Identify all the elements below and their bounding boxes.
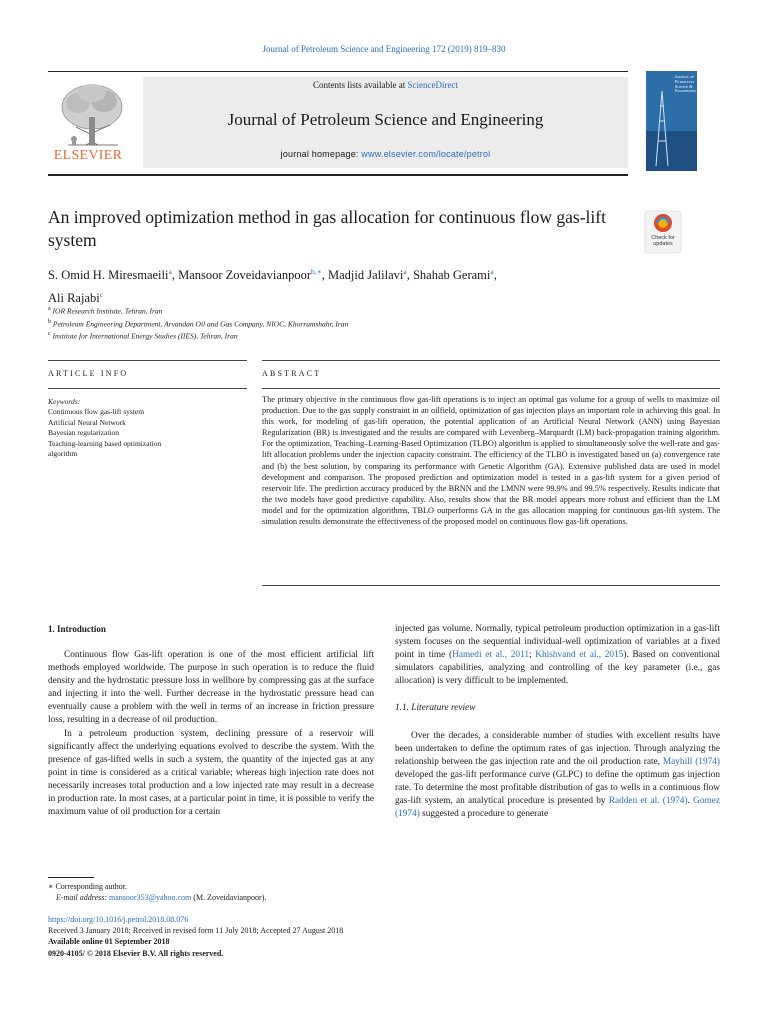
author-affiliation-mark[interactable]: a bbox=[403, 267, 407, 276]
footnote bbox=[48, 881, 266, 903]
author-name[interactable]: Ali Rajabi bbox=[48, 291, 100, 306]
reference-link[interactable]: Radden et al. (1974) bbox=[608, 796, 688, 807]
available-online: Available online 01 September 2018 bbox=[48, 937, 170, 947]
author-name[interactable]: S. Omid H. Miresmaeili bbox=[48, 268, 169, 283]
author-list: S. Omid H. Miresmaeili$^a$, Mansoor Zoveidavianpoor$^{b,∗}$, Madjid Jalilavi$^a$, Shahab Gerami$^a$, Ali Rajabi$^c$ bbox=[48, 267, 497, 306]
received-dates: Received 3 January 2018; Received in revised form 11 July 2018; Accepted 27 August 2018 bbox=[48, 926, 344, 936]
journal-banner bbox=[143, 77, 628, 168]
journal-citation[interactable]: Journal of Petroleum Science and Engineering 172 (2019) 819–830 bbox=[262, 44, 506, 54]
keywords-list bbox=[48, 407, 218, 460]
journal-title: Journal of Petroleum Science and Engineering bbox=[227, 110, 544, 129]
keyword-item: Bayesian regularization bbox=[48, 428, 120, 437]
author-name[interactable]: Mansoor Zoveidavianpoor bbox=[178, 268, 312, 283]
info-rule-bottom bbox=[48, 388, 247, 389]
keyword-item: Artificial Neural Network bbox=[48, 417, 126, 427]
check-for-updates-icon[interactable] bbox=[643, 210, 683, 254]
check-for-updates-label[interactable]: Check for updates bbox=[651, 235, 675, 247]
keywords-label: Keywords: bbox=[48, 397, 81, 406]
body-column-left bbox=[48, 649, 374, 819]
reference-link[interactable]: Mayhill (1974) bbox=[662, 756, 720, 767]
paper-title: An improved optimization method in gas allocation for continuous flow gas-lift system bbox=[48, 207, 606, 250]
reference-link[interactable]: Hamedi et al., 2011 bbox=[452, 650, 529, 661]
keyword-item: Continuous flow gas-lift system bbox=[48, 407, 145, 416]
email-line: E-mail address: mansoor353@yahoo.com (M. Zoveidavianpoor). bbox=[56, 893, 267, 902]
author-affiliation-mark[interactable]: a bbox=[490, 267, 494, 276]
footnote-rule bbox=[48, 877, 94, 878]
article-info-heading: ARTICLE INFO bbox=[48, 369, 129, 378]
cover-title: Journal of Petroleum Science & Engineering bbox=[675, 74, 697, 94]
keyword-item: algorithm bbox=[48, 449, 78, 458]
affiliation-item: $^a$ IOR Research Institute, Tehran, Iran bbox=[48, 306, 163, 316]
elsevier-wordmark: ELSEVIER bbox=[53, 148, 123, 163]
author-affiliation-mark[interactable]: b,∗ bbox=[311, 267, 322, 276]
publication-details bbox=[48, 914, 343, 959]
abstract-text: The primary objective in the continuous flow gas-lift operations is to inject an optimal gas volume for a group of wells to maximize oil production. Due to the gas supply constraint in an oilfield, optimization of gas injection plays an important role in achieving this goal. In this work, for modeling of gas-lift operation, the potential application of an Artificial Neural Network (ANN) using Bayesian Regularization (BR) is investigated and the results are compared with Levenberg–Marquardt (LM) back-propagation training algorithm. For the optimization, Teaching–Learning-Based Optimization (TLBO) algorithm is applied to simultaneously solve the well-rate and gas-lift allocation problems under the injection capacity constraint. The efficiency of the TLBO is investigated based on (a) convergence rate and (b) the best solution, by comparing its performance with Genetic Algorithm (GA). Extensive published data are used in model development and comparison. The proposed prediction and optimization model is tested in a gas-lift system for a given period of reservoir life. The prediction accuracy produced by the BRNN and the LMNN were 99.9% and 99.5% respectively. Results indicate that the two models have good predictive capability. Also, results show that the BR model appears more robust and efficient than the LM model and for the optimization algorithms, TBLO outperforms GA in the gas allocation mapping for continuous gas-lift system. The simulation results demonstrate the effectiveness of the proposed model on continuous flow gas-lift operations. bbox=[262, 395, 720, 527]
header-rule bbox=[48, 71, 628, 72]
body-column-right bbox=[395, 623, 720, 821]
abstract-rule-top bbox=[262, 360, 720, 361]
email-link[interactable]: mansoor353@yahoo.com bbox=[109, 893, 192, 902]
info-rule-top bbox=[48, 360, 247, 361]
keyword-item: Teaching-learning based optimization bbox=[48, 438, 162, 448]
doi-link[interactable]: https://doi.org/10.1016/j.petrol.2018.08.076 bbox=[48, 915, 189, 924]
banner-rule bbox=[48, 174, 628, 176]
author-affiliation-mark[interactable]: c bbox=[99, 290, 104, 300]
abstract-rule-end bbox=[262, 585, 720, 586]
affiliation-item: $^b$ Petroleum Engineering Department, Arvandan Oil and Gas Company, NIOC, Khorramshahr, Iran bbox=[48, 318, 349, 328]
homepage-link[interactable]: www.elsevier.com/locate/petrol bbox=[361, 149, 491, 159]
contents-line: Contents lists available at ScienceDirect bbox=[313, 80, 458, 90]
abstract-heading: ABSTRACT bbox=[262, 369, 322, 378]
body-paragraph: In a petroleum production system, declining pressure of a reservoir will significantly affect the underlying equations evolved to describe the system. With the presence of gas-lifted wells in such a system, the quantity of the injected gas at any point in time is considered as a critical variable; whereas high injection rate does not necessarily increases total production and a low injected rate may result in a decrease in production rate. In most cases, at a particular point in time, it is possible to verify the maximum value of oil production for a certain bbox=[48, 728, 374, 818]
copyright-line: 0920-4105/ © 2018 Elsevier B.V. All rights reserved. bbox=[48, 948, 224, 958]
reference-link[interactable]: Khishvand et al., 2015 bbox=[535, 650, 624, 661]
section-heading-introduction: 1. Introduction bbox=[48, 624, 106, 634]
abstract-rule-bottom bbox=[262, 388, 720, 389]
affiliation-item: $^c$ Institute for International Energy Studies (IIES), Tehran, Iran bbox=[48, 331, 238, 341]
journal-homepage: journal homepage: www.elsevier.com/locate/petrol bbox=[280, 149, 491, 159]
author-affiliation-mark[interactable]: a bbox=[168, 267, 172, 276]
author-name[interactable]: Madjid Jalilavi bbox=[328, 268, 404, 283]
body-paragraph: injected gas volume. Normally, typical petroleum production optimization in a gas-lift system focuses on the sequential individual-well optimization of variables at a fixed point in time (Hamedi et al., 2011; Khishvand et al., 2015). Based on conventional simulators capabilities, analyzing and controlling of the key parameter (i.e., gas allocation) is very difficult to be implemented. bbox=[395, 624, 720, 687]
journal-cover-thumbnail bbox=[646, 71, 697, 171]
author-name[interactable]: Shahab Gerami bbox=[412, 268, 491, 283]
affiliations bbox=[48, 304, 648, 342]
subsection-heading-literature-review: 1.1. Literature review bbox=[395, 703, 476, 714]
corresponding-author-note: ∗ Corresponding author. bbox=[48, 882, 127, 891]
body-paragraph: Over the decades, a considerable number of studies with excellent results have been undertaken to define the optimum rates of gas injection. Through analyzing the relationship between the gas injection rate and the oil production rate, Mayhill (1974) developed the gas-lift performance curve (GLPC) to define the optimum gas injection rate. To determine the most profitable distribution of gas to wells in a continuous flow gas-lift system, an analytical procedure is presented by Radden et al. (1974). Gomez (1974) suggested a procedure to generate bbox=[395, 730, 720, 820]
sciencedirect-link[interactable]: ScienceDirect bbox=[407, 80, 458, 90]
reference-link[interactable]: Gomez (1974) bbox=[395, 796, 720, 820]
body-paragraph: Continuous flow Gas-lift operation is one of the most efficient artificial lift methods employed worldwide. The purpose in such operation is to reduce the fluid density and the hydrostatic pressure loss in wellbore by compressing gas at the surface and injecting it into the well. Further decrease in the hydrostatic pressure head can eventually cause a problem with the well in terms of an increase in friction pressure loss, resulting in a decrease of oil production. bbox=[48, 650, 374, 726]
